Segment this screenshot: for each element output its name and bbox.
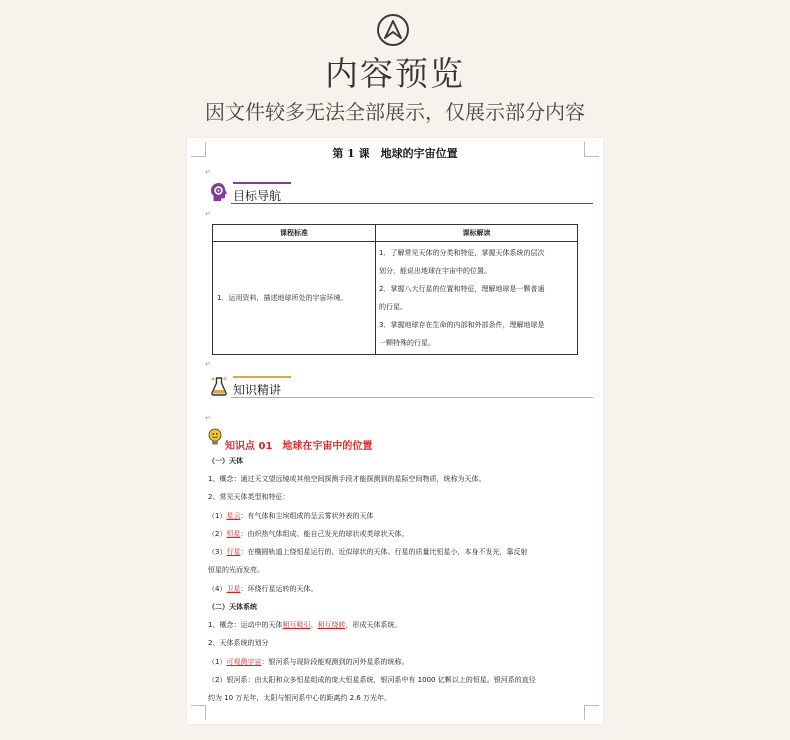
text-line: （2）恒星：由炽热气体组成、能自己发光的球状或类球状天体。 <box>208 530 409 538</box>
cell-line: 1．了解常见天体的分类和特征，掌握天体系统的层次 <box>379 249 545 257</box>
text-line: 2、常见天体类型和特征： <box>208 493 290 501</box>
table-cell <box>376 242 578 355</box>
section-label: 目标导航 <box>233 189 282 203</box>
lesson-title: 第 1 课 地球的宇宙位置 <box>332 147 458 160</box>
text-line: （2）银河系：由太阳和众多恒星组成的庞大恒星系统，银河系中有 1000 亿颗以上的恒星。银河系的直径 <box>208 676 536 684</box>
text-line: 2、天体系统的划分 <box>208 639 269 647</box>
return-mark: ↵ <box>205 210 211 218</box>
section-divider <box>231 397 593 398</box>
heading-celestial-bodies: （一）天体 <box>208 457 243 465</box>
cell-line: 的行星。 <box>379 303 407 311</box>
text-line: （1）可观测宇宙：银河系与现阶段能观测到的河外星系的统称。 <box>208 658 409 666</box>
text-line: 恒星的光而发亮。 <box>208 566 264 574</box>
lightbulb-icon <box>207 428 223 446</box>
table-header-row <box>213 225 578 242</box>
key-term: 卫星 <box>226 585 241 593</box>
text-line: 约为 10 万光年，太阳与银河系中心的距离约 2.6 万光年。 <box>208 694 391 702</box>
section-goal-nav <box>209 182 593 206</box>
crop-mark <box>191 705 206 720</box>
key-term: 星云 <box>226 512 241 520</box>
section-divider <box>231 203 593 204</box>
document-preview <box>187 138 603 724</box>
curriculum-table <box>212 224 578 355</box>
cell-line: 一颗特殊的行星。 <box>379 339 435 347</box>
text-line: （1）星云：有气体和尘埃组成的呈云雾状外表的天体 <box>208 512 374 520</box>
section-label: 知识精讲 <box>233 383 282 397</box>
cell-line: 划分，能说出地球在宇宙中的位置。 <box>379 267 491 275</box>
return-mark: ↵ <box>205 168 211 176</box>
text-line: 1、概念：运动中的天体相互吸引、相互绕转，形成天体系统。 <box>208 621 402 629</box>
text-line: （3）行星：在椭圆轨道上绕恒星运行的、近似球状的天体。行星的质量比恒星小，本身不发光，靠反射 <box>208 548 528 556</box>
chevron-up-circle-icon <box>377 14 409 46</box>
text-line: （4）卫星：环绕行星运转的天体。 <box>208 585 318 593</box>
key-term: 可观测宇宙 <box>226 658 262 666</box>
cell-line: 3．掌握地球存在生命的内部和外部条件，理解地球是 <box>379 321 545 329</box>
return-mark: ↵ <box>205 360 211 368</box>
head-gear-icon <box>209 182 229 202</box>
key-term: 恒星 <box>226 530 241 538</box>
flask-icon <box>209 376 229 396</box>
crop-mark <box>584 705 599 720</box>
table-cell: 1．运用资料，描述地球所处的宇宙环境。 <box>213 242 376 355</box>
key-term: 相互吸引 <box>282 621 311 629</box>
text-line: 1、概念：通过天文望远镜或其他空间探测手段才能探测到的星际空间物质，统称为天体。 <box>208 475 486 483</box>
page-subtitle: 因文件较多无法全部展示，仅展示部分内容 <box>205 100 585 124</box>
knowledge-point-title: 知识点 01 地球在宇宙中的位置 <box>225 441 373 452</box>
return-mark: ↵ <box>205 414 211 422</box>
table-header: 课程标准 <box>213 225 376 242</box>
cell-line: 2．掌握八大行星的位置和特征，理解地球是一颗普通 <box>379 285 545 293</box>
table-row <box>213 242 578 355</box>
key-term: 行星 <box>226 548 241 556</box>
section-knowledge <box>209 376 593 400</box>
key-term: 相互绕转 <box>317 621 346 629</box>
page-title: 内容预览 <box>325 54 465 93</box>
table-header: 课标解读 <box>376 225 578 242</box>
heading-celestial-systems: （二）天体系统 <box>208 603 257 611</box>
